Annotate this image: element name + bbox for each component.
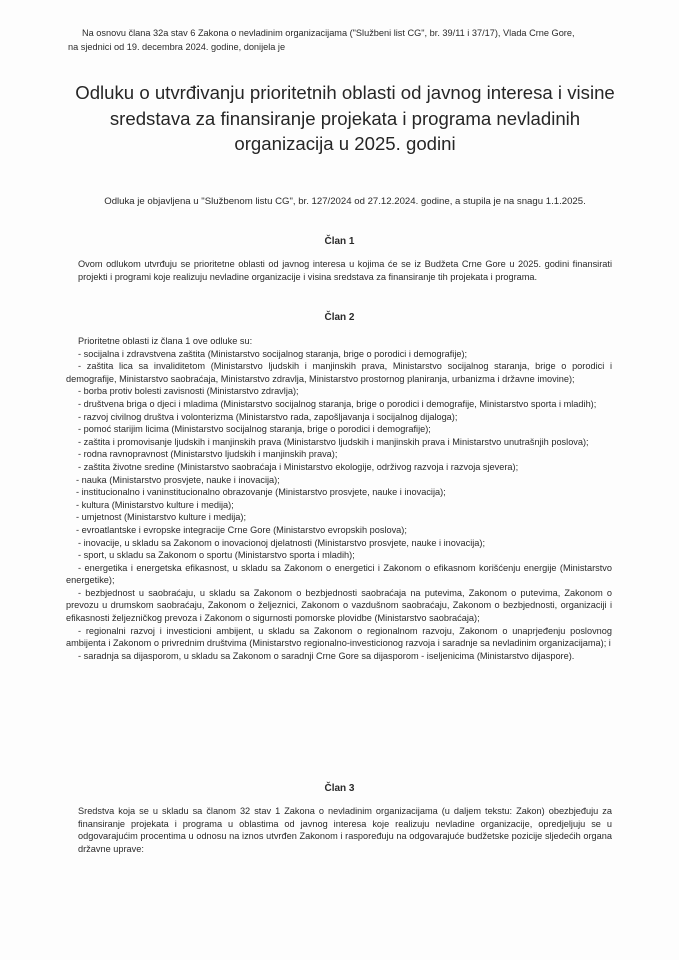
priority-area-item: - regionalni razvoj i investicioni ambijent, u skladu sa Zakonom o regionalnom razvoju, Zakonom o unaprjeđenju poslovnog ambijenta i Zakonom o privrednim društvima (Ministarstvo regionalno-investicionog razvoja i saradnje sa nevladinim organizacijama); i: [66, 625, 612, 649]
article-3-text: Sredstva koja se u skladu sa članom 32 stav 1 Zakona o nevladinim organizacijama (u daljem tekstu: Zakon) obezbjeđuju za finansiranje projekata i programa u oblastima od javnog interesa koje realizuju nevladine organizacije, opredjeljuju se u odgovarajućim procentima u odnosu na iznos utvrđen Zakonom i raspoređuju na odgovarajuće budžetske pozicije sljedećih organa državne uprave:: [78, 806, 612, 854]
priority-area-item: - borba protiv bolesti zavisnosti (Ministarstvo zdravlja);: [78, 386, 299, 397]
publication-note: Odluka je objavljena u "Službenom listu CG", br. 127/2024 od 27.12.2024. godine, a stupila je na snagu 1.1.2025.: [104, 196, 586, 207]
title-line-2: sredstava za finansiranje projekata i programa nevladinih: [109, 107, 581, 129]
article-3-heading: Član 3: [324, 783, 355, 794]
priority-area-item: - sport, u skladu sa Zakonom o sportu (Ministarstvo sporta i mladih);: [78, 550, 355, 561]
article-2-list: [66, 335, 612, 662]
preamble-line-2: na sjednici od 19. decembra 2024. godine, donijela je: [68, 42, 286, 52]
priority-area-item: - rodna ravnopravnost (Ministarstvo ljudskih i manjinskih prava);: [78, 449, 338, 460]
priority-area-item: - pomoć starijim licima (Ministarstvo socijalnog staranja, brige o porodici i demografije);: [78, 424, 431, 435]
priority-area-item: - energetika i energetska efikasnost, u skladu sa Zakonom o energetici i Zakonom o efikasnom korišćenju energije (Ministarstvo energetike);: [66, 562, 612, 586]
priority-area-item: - institucionalno i vaninstitucionalno obrazovanje (Ministarstvo prosvjete, nauke i inovacija);: [76, 487, 446, 498]
priority-area-item: - društvena briga o djeci i mladima (Ministarstvo socijalnog staranja, brige o porodici i demografije, Ministarstvo sporta i mladih);: [78, 398, 597, 409]
article-2-lead: Prioritetne oblasti iz člana 1 ove odluke su:: [78, 336, 253, 346]
priority-area-item: - zaštita životne sredine (Ministarstvo saobraćaja i Ministarstvo ekologije, održivog razvoja i razvoja sjevera);: [78, 461, 519, 472]
priority-area-item: - bezbjednost u saobraćaju, u skladu sa Zakonom o bezbjednosti saobraćaja na putevima, Zakonom o putevima, Zakonom o prevozu u drumskom saobraćaju, Zakonom o željeznici, Zakonom o vazdušnom saobraćaju, Zakonom o bezbjednosti, organizaciji i efikasnosti željezničkog prevoza i Zakonom o sigurnosti pomorske plovidbe (Ministarstvo saobraćaja);: [66, 587, 612, 624]
preamble: [68, 26, 668, 54]
priority-area-item: - zaštita i promovisanje ljudskih i manjinskih prava (Ministarstvo ljudskih i manjinskih prava i Ministarstvo unutrašnjih poslova);: [78, 436, 589, 447]
priority-area-item: - inovacije, u skladu sa Zakonom o inovacionoj djelatnosti (Ministarstvo prosvjete, nauke i inovacija);: [78, 537, 485, 548]
priority-area-item: - nauka (Ministarstvo prosvjete, nauke i inovacija);: [76, 474, 280, 485]
preamble-line-1: Na osnovu člana 32a stav 6 Zakona o nevladinim organizacijama ("Službeni list CG", br. 39/11 i 37/17), Vlada Crne Gore,: [82, 28, 575, 38]
article-1-text: Ovom odlukom utvrđuju se prioritetne oblasti od javnog interesa u kojima će se iz Budžeta Crne Gore u 2025. godini finansirati projekti i programi koje realizuju nevladine organizacije i visina sredstava za finansiranje tih projekata i programa.: [78, 259, 612, 282]
priority-area-item: - umjetnost (Ministarstvo kulture i medija);: [76, 512, 247, 523]
priority-area-item: - razvoj civilnog društva i volonterizma (Ministarstvo rada, zapošljavanja i socijalnog dijaloga);: [78, 411, 458, 422]
priority-area-item: - evroatlantske i evropske integracije Crne Gore (Ministarstvo evropskih poslova);: [76, 524, 407, 535]
document-title: [40, 80, 650, 157]
priority-area-item: - saradnja sa dijasporom, u skladu sa Zakonom o saradnji Crne Gore sa dijasporom - iseljenicima (Ministarstvo dijaspore).: [78, 650, 575, 661]
priority-area-item: - kultura (Ministarstvo kulture i medija);: [76, 499, 234, 510]
title-line-1: Odluku o utvrđivanju prioritetnih oblasti od javnog interesa i visine: [75, 82, 615, 103]
article-2-heading: Član 2: [324, 312, 355, 323]
title-line-3: organizacija u 2025. godini: [234, 133, 456, 154]
article-1-heading: Član 1: [324, 236, 355, 247]
priority-area-item: - zaštita lica sa invaliditetom (Ministarstvo ljudskih i manjinskih prava, Ministarstvo socijalnog staranja, brige o porodici i demografije, Ministarstvo saobraćaja, Ministarstvo zdravlja, Ministarstvo prostornog planiranja, urbanizma i državne imovine);: [66, 361, 612, 384]
priority-area-item: - socijalna i zdravstvena zaštita (Ministarstvo socijalnog staranja, brige o porodici i demografije);: [78, 348, 468, 359]
